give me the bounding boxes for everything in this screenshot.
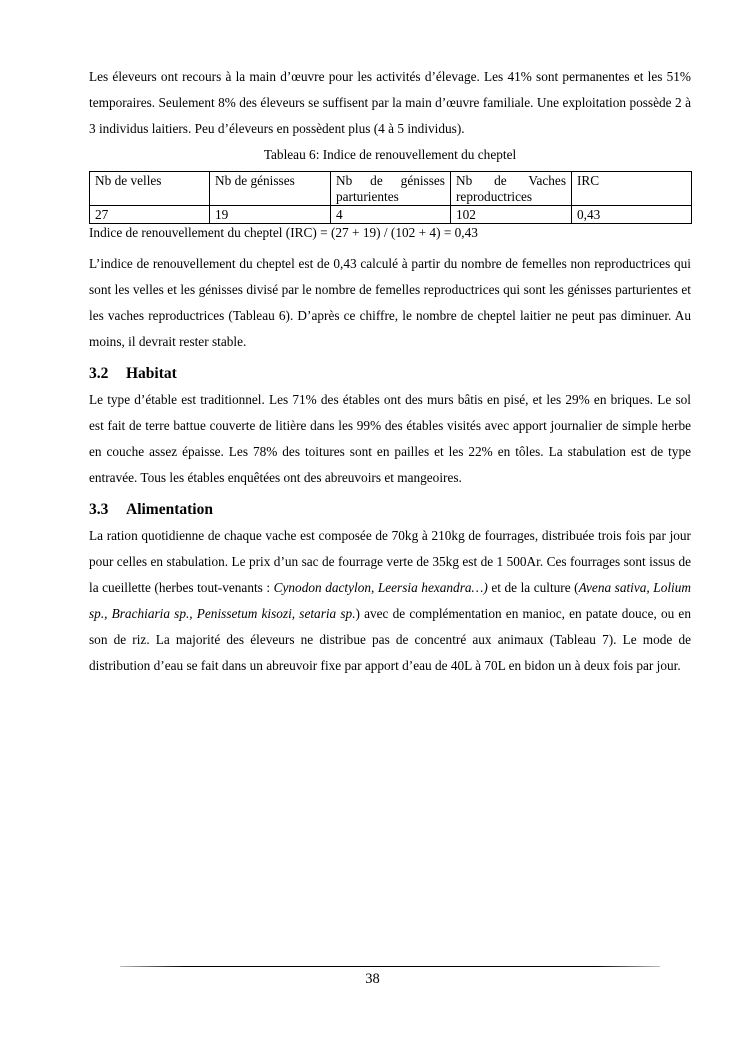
header-part-a: Nb de génisses [336,173,445,188]
footer-rule [120,966,660,967]
section-number: 3.2 [89,365,109,382]
page-number: 38 [365,971,380,987]
section-title: Habitat [126,365,177,382]
table-row [90,206,692,224]
cell-velles: 27 [90,206,210,224]
cell-vaches-reproductrices: 102 [451,206,572,224]
table-note: Indice de renouvellement du cheptel (IRC) = (27 + 19) / (102 + 4) = 0,43 [89,225,478,240]
header-part-b: parturientes [336,189,399,204]
text-run: et de la culture ( [487,580,579,595]
section-number: 3.3 [89,501,109,518]
header-velles: Nb de velles [90,172,210,206]
header-irc: IRC [572,172,692,206]
cell-irc: 0,43 [572,206,692,224]
alimentation-paragraph [89,523,691,679]
irc-table [89,171,692,224]
cell-genisses: 19 [210,206,331,224]
habitat-paragraph: Le type d’étable est traditionnel. Les 71% des étables ont des murs bâtis en pisé, et les 29% en briques. Le sol est fait de terre battue couverte de litière dans les 99% des étables visités avec apport journalier de simple herbe en couche assez épaisse. Les 78% des toitures sont en pailles et les 22% en tôles. La stabulation est de type entravée. Tous les étables enquêtées ont des abreuvoirs et mangeoires. [89,392,691,485]
section-heading-alimentation [89,499,691,521]
species-italic: Cynodon dactylon, Leersia hexandra…) [273,580,488,595]
text-run: La ration quotidienne de chaque vache est composée de 70kg à 210kg de fourrages, distribuée trois fois par jour pour celles en stabulation. Le prix d’un sac de fourrage verte de 35kg est de 1 500Ar. Ces fourrages sont issus de la cueillette (herbes tout-venants : [89,528,691,595]
header-part-a: Nb de Vaches [456,173,566,188]
section-heading-habitat [89,363,691,385]
irc-paragraph: L’indice de renouvellement du cheptel est de 0,43 calculé à partir du nombre de femelles non reproductrices qui sont les velles et les génisses divisé par le nombre de femelles reproductrices qui sont les génisses parturientes et les vaches reproductrices (Tableau 6). D’après ce chiffre, le nombre de cheptel laitier ne peut pas diminuer. Au moins, il devrait rester stable. [89,256,691,349]
header-part-b: reproductrices [456,189,533,204]
section-title: Alimentation [126,501,213,518]
cell-genisses-parturientes: 4 [331,206,451,224]
header-genisses-parturientes [331,172,451,206]
table-caption: Tableau 6: Indice de renouvellement du cheptel [263,147,517,162]
text-run: ) avec de complémentation en manioc, en patate douce, ou en son de riz. La majorité des éleveurs ne distribue pas de concentré aux animaux (Tableau 7). Le mode de distribution d’eau se fait dans un abreuvoir fixe par apport d’eau de 40L à 70L en bidon un à deux fois par jour. [89,606,691,673]
header-vaches-reproductrices [451,172,572,206]
document-page [89,64,691,679]
species-italic: Avena sativa, Lolium sp., Brachiaria sp., Penissetum kisozi, setaria sp. [89,580,691,621]
header-genisses: Nb de génisses [210,172,331,206]
intro-paragraph: Les éleveurs ont recours à la main d’œuvre pour les activités d’élevage. Les 41% sont permanentes et les 51% temporaires. Seulement 8% des éleveurs se suffisent par la main d’œuvre familiale. Une exploitation possède 2 à 3 individus laitiers. Peu d’éleveurs en possèdent plus (4 à 5 individus). [89,69,691,136]
table-header-row [90,172,692,206]
